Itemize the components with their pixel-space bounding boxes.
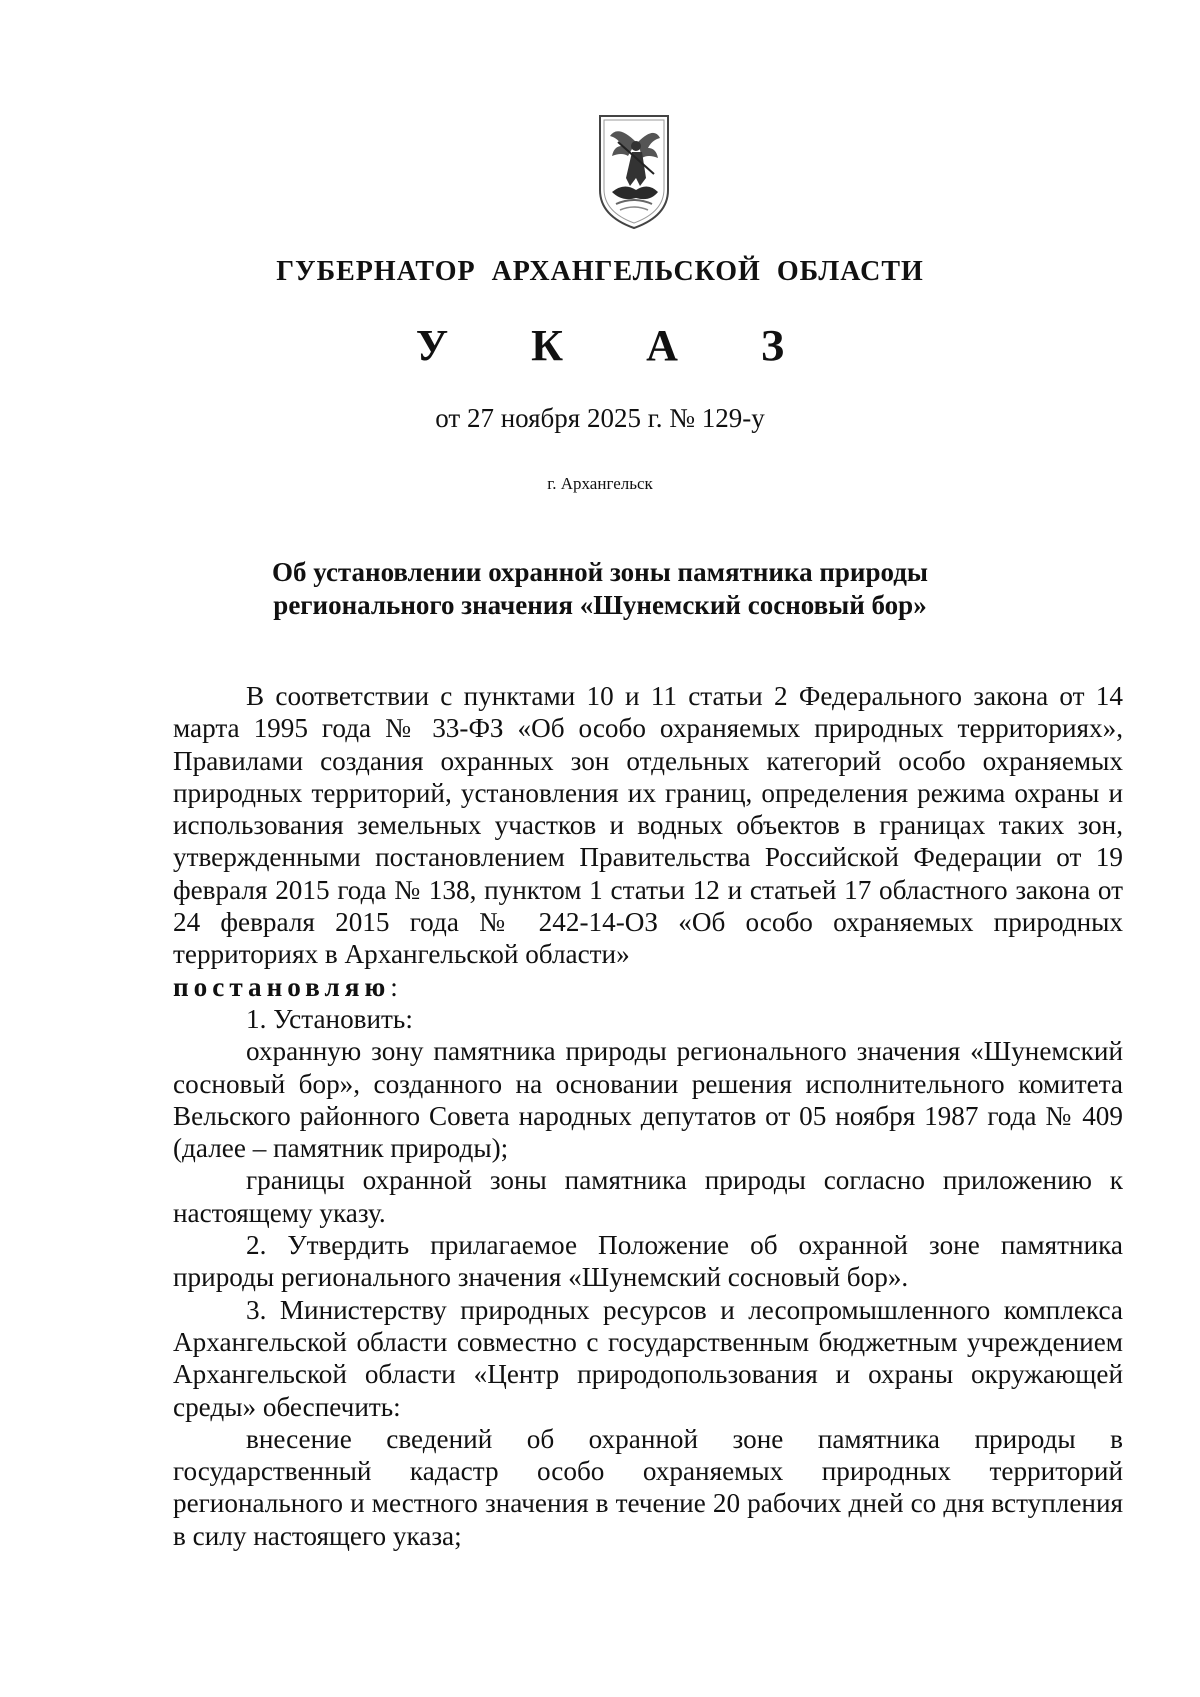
preamble-paragraph bbox=[173, 680, 1123, 971]
document-city: г. Архангельск bbox=[547, 474, 653, 493]
item-3-subitem: внесение сведений об охранной зоне памятника природы в государственный кадастр особо охраняемых природных территорий регионального и местного значения в течение 20 рабочих дней со дня вступления в силу настоящего указа; bbox=[173, 1423, 1123, 1551]
document-date-number: от 27 ноября 2025 г. № 129-у bbox=[435, 403, 765, 433]
item-1-heading: 1. Установить: bbox=[246, 1003, 413, 1034]
decree-paragraph bbox=[173, 971, 1123, 1003]
decree-word: постановляю bbox=[173, 971, 391, 1002]
preamble-text: В соответствии с пунктами 10 и 11 статьи 2 Федерального закона от 14 марта 1995 года № 33-ФЗ «Об особо охраняемых природных территориях», Правилами создания охранных зон отдельных категорий особо охраняемых природных территорий, установления их границ, определения режима охраны и использования земельных участков и водных объектов в границах таких зон, утвержденными постановлением Правительства Российской Федерации от 19 февраля 2015 года № 138, пунктом 1 статьи 12 и статьей 17 областного закона от 24 февраля 2015 года № 242-14-ОЗ «Об особо охраняемых природных территориях в Архангельской области» bbox=[173, 681, 1123, 970]
item-1-subitem: границы охранной зоны памятника природы согласно приложению к настоящему указу. bbox=[173, 1165, 1123, 1228]
document-body bbox=[173, 680, 1123, 1552]
item-1-subitem: охранную зону памятника природы регионального значения «Шунемский сосновый бор», созданного на основании решения исполнительного комитета Вельского районного Совета народных депутатов от 05 ноября 1987 года № 409 (далее – памятник природы); bbox=[173, 1036, 1123, 1164]
issuing-authority: ГУБЕРНАТОР АРХАНГЕЛЬСКОЙ ОБЛАСТИ bbox=[276, 256, 924, 287]
document-title-line: регионального значения «Шунемский сосновый бор» bbox=[273, 590, 927, 620]
decree-colon: : bbox=[390, 971, 398, 1002]
archangel-coat-of-arms-icon bbox=[596, 112, 672, 232]
document-type: У К А З bbox=[415, 321, 821, 370]
item-3-paragraph: 3. Министерству природных ресурсов и лесопромышленного комплекса Архангельской области совместно с государственным бюджетным учреждением Архангельской области «Центр природопользования и охраны окружающей среды» обеспечить: bbox=[173, 1294, 1123, 1422]
document-title bbox=[150, 556, 1050, 622]
item-2-paragraph: 2. Утвердить прилагаемое Положение об охранной зоне памятника природы регионального значения «Шунемский сосновый бор». bbox=[173, 1230, 1123, 1293]
document-title-line: Об установлении охранной зоны памятника природы bbox=[272, 557, 928, 587]
